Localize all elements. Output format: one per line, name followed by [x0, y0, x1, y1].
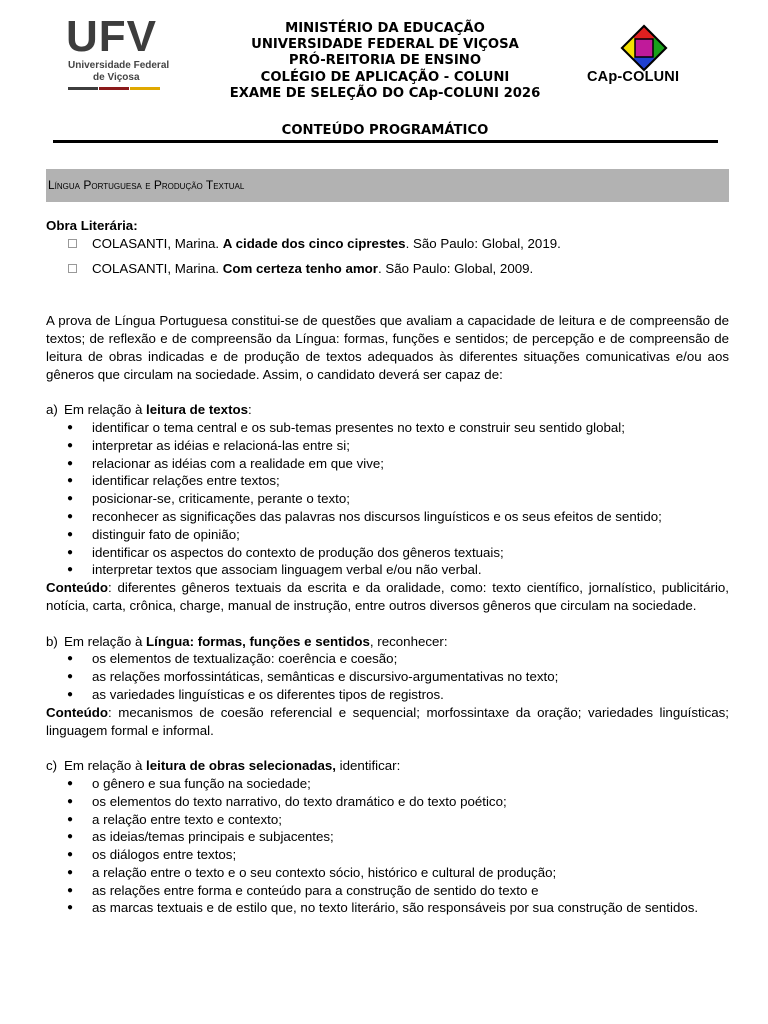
list-item: ● posicionar-se, criticamente, perante o texto; [46, 490, 729, 508]
conteudo-text: : diferentes gêneros textuais da escrita e da oralidade, como: texto científico, jornalístico, publicitário, notícia, carta, crônica, charge, manual de instrução, entre outros diversos gêneros que circulam na sociedade. [46, 580, 729, 613]
list-item: ● a relação entre texto e contexto; [46, 811, 729, 829]
part-topic: Língua: formas, funções e sentidos [146, 633, 370, 649]
conteudo-label: Conteúdo [46, 580, 109, 596]
book-title: A cidade dos cinco ciprestes [222, 235, 406, 251]
cap-diamond-icon [586, 24, 706, 72]
part-c-list [46, 775, 729, 917]
list-item: ● relacionar as idéias com a realidade em que vive; [46, 455, 729, 473]
spacer [46, 739, 729, 757]
part-text: , reconhecer: [369, 633, 448, 649]
spacer [46, 294, 729, 312]
part-label: c) [46, 758, 58, 774]
spacer [46, 253, 729, 260]
part-topic: leitura de textos [146, 402, 249, 418]
page-title: CONTEÚDO PROGRAMÁTICO [281, 123, 489, 138]
book-entry [46, 235, 729, 253]
ufv-logo-bar-yellow [130, 87, 160, 90]
part-a-list [46, 419, 729, 579]
list-item: ● as relações entre forma e conteúdo para a construção de sentido do texto e [46, 882, 729, 900]
list-item: ● identificar o tema central e os sub-temas presentes no texto e construir seu sentido global; [46, 419, 729, 437]
book-author: COLASANTI, Marina. [92, 235, 223, 251]
section-title: Língua Portuguesa e Produção Textual [48, 178, 245, 192]
ufv-logo-wordmark: UFV [66, 12, 157, 61]
part-label: a) [46, 402, 58, 418]
book-title: Com certeza tenho amor [222, 260, 378, 276]
part-b-list [46, 650, 729, 703]
ufv-logo-bar-gray [68, 87, 98, 90]
list-item: ● as ideias/temas principais e subjacentes; [46, 828, 729, 846]
list-item: ● distinguir fato de opinião; [46, 526, 729, 544]
list-item: ● as relações morfossintáticas, semânticas e discursivo-argumentativas no texto; [46, 668, 729, 686]
part-text: : [248, 402, 252, 418]
book-author: COLASANTI, Marina. [92, 260, 223, 276]
conteudo-label: Conteúdo [46, 704, 109, 720]
part-label: b) [46, 633, 58, 649]
checkbox-icon [68, 264, 77, 273]
header-divider [53, 140, 718, 143]
part-text: Em relação à [64, 402, 147, 418]
part-text: identificar: [335, 758, 401, 774]
list-item: ● os elementos de textualização: coerência e coesão; [46, 650, 729, 668]
part-text: Em relação à [64, 633, 147, 649]
part-b-heading [46, 633, 729, 651]
spacer [46, 383, 729, 401]
list-item: ● reconhecer as significações das palavras nos discursos linguísticos e os seus efeitos de sentido; [46, 508, 729, 526]
list-item: ● as marcas textuais e de estilo que, no texto literário, são responsáveis por sua construção de sentidos. [46, 899, 729, 917]
list-item: ● interpretar as idéias e relacioná-las entre si; [46, 437, 729, 455]
book-entry [46, 260, 729, 278]
book-publisher: . São Paulo: Global, 2019. [405, 235, 561, 251]
list-item: ● os diálogos entre textos; [46, 846, 729, 864]
part-a-heading [46, 401, 729, 419]
cap-coluni-logo-text: CAp-COLUNI [587, 69, 680, 85]
header-line: UNIVERSIDADE FEDERAL DE VIÇOSA [251, 37, 519, 53]
ufv-logo-line1: Universidade Federal [68, 60, 170, 71]
ufv-logo-bar-red [99, 87, 129, 90]
part-text: Em relação à [64, 758, 147, 774]
institution-header [180, 21, 590, 102]
conteudo-text: : mecanismos de coesão referencial e sequencial; morfossintaxe da oração; variedades linguísticas; linguagem formal e informal. [46, 704, 729, 738]
part-a-conteudo [46, 579, 729, 615]
list-item: ● o gênero e sua função na sociedade; [46, 775, 729, 793]
section-header [46, 169, 729, 202]
part-c-heading [46, 757, 729, 775]
checkbox-icon [68, 239, 77, 248]
document-body [46, 217, 729, 917]
obra-label: Obra Literária: [46, 218, 138, 233]
list-item: ● interpretar textos que associam linguagem verbal e/ou não verbal. [46, 561, 729, 579]
ufv-logo [66, 12, 170, 95]
document-header [0, 0, 768, 150]
part-topic: leitura de obras selecionadas, [146, 758, 336, 774]
list-item: ● identificar relações entre textos; [46, 472, 729, 490]
spacer [46, 615, 729, 633]
list-item: ● identificar os aspectos do contexto de produção dos gêneros textuais; [46, 544, 729, 562]
header-line: COLÉGIO DE APLICAÇÃO - COLUNI [260, 69, 510, 85]
part-b-conteudo [46, 704, 729, 740]
spacer [46, 277, 729, 294]
list-item: ● os elementos do texto narrativo, do texto dramático e do texto poético; [46, 793, 729, 811]
list-item: ● as variedades linguísticas e os diferentes tipos de registros. [46, 686, 729, 704]
header-line: PRÓ-REITORIA DE ENSINO [288, 53, 482, 69]
ufv-logo-line2: de Viçosa [93, 72, 140, 83]
header-line: EXAME DE SELEÇÃO DO CAp-COLUNI 2026 [229, 85, 541, 101]
intro-paragraph: A prova de Língua Portuguesa constitui-se de questões que avaliam a capacidade de leitura e de compreensão de textos; de reflexão e de compreensão da Língua: formas, funções e sentidos; de percepção e de compreensão de leitura de obras indicadas e de produção de textos adequados às diferentes situações comunicativas e/ou aos gêneros que circulam na sociedade. Assim, o candidato deverá ser capaz de: [46, 313, 729, 382]
list-item: ● a relação entre o texto e o seu contexto sócio, histórico e cultural de produção; [46, 864, 729, 882]
book-publisher: . São Paulo: Global, 2009. [377, 260, 534, 276]
header-line: MINISTÉRIO DA EDUCAÇÃO [285, 21, 485, 36]
